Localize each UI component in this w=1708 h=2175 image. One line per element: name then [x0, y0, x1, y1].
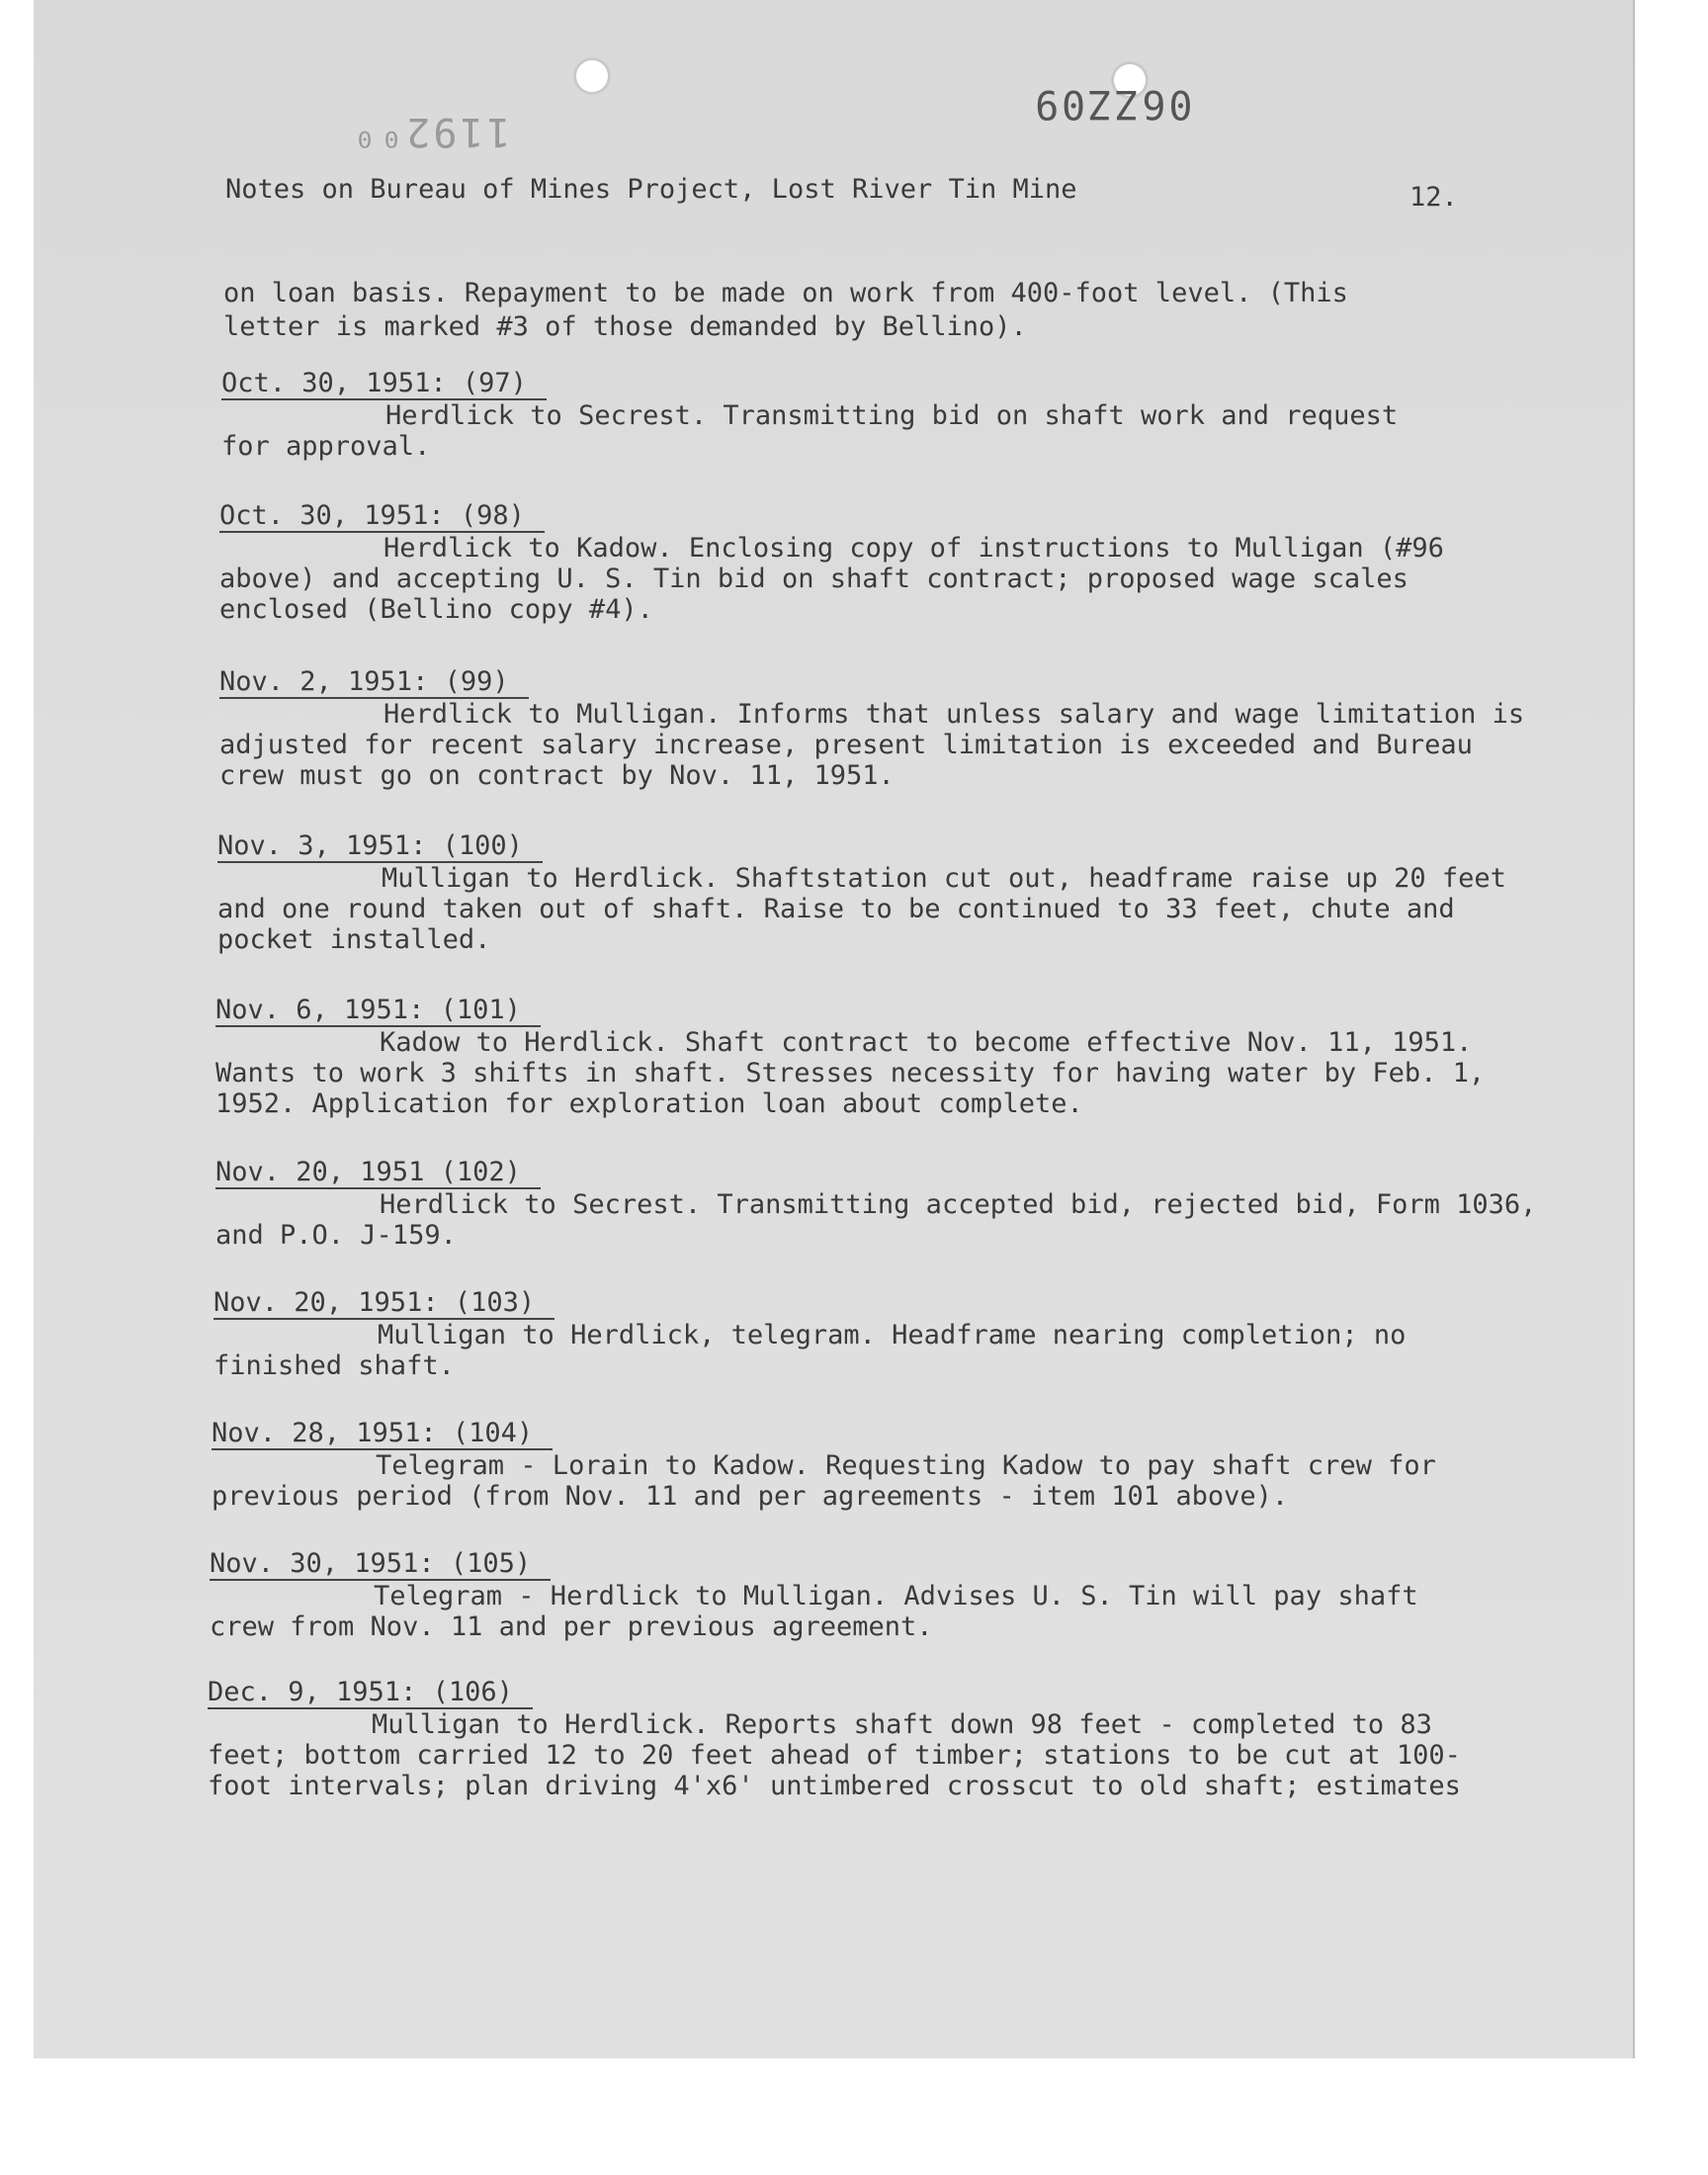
faint-stamp-number-left: 1192⁰⁰ — [350, 109, 511, 154]
entry-101 — [215, 995, 1530, 1119]
entry-text: Mulligan to Herdlick. Shaftstation cut out, headframe raise up 20 feet and one round taken out of shaft. Raise to be continued to 33 feet, chute and pocket installed. — [217, 863, 1506, 955]
entry-date: Dec. 9, 1951: (106) — [208, 1678, 533, 1709]
page-number: 12. — [1409, 182, 1458, 213]
entry-105 — [210, 1548, 1494, 1642]
entry-date: Nov. 6, 1951: (101) — [215, 996, 541, 1027]
entry-100 — [217, 830, 1532, 955]
entry-103 — [214, 1287, 1489, 1381]
entry-text: Telegram - Herdlick to Mulligan. Advises U. S. Tin will pay shaft crew from Nov. 11 and per previous agreement. — [210, 1581, 1418, 1642]
entry-text: Mulligan to Herdlick. Reports shaft down 98 feet - completed to 83 feet; bottom carried 12 to 20 feet ahead of timber; stations to be cut at 100-foot intervals; plan driving 4'x6' untimbered crosscut to old shaft; estimates — [208, 1709, 1461, 1801]
entry-date: Nov. 20, 1951 (102) — [215, 1158, 541, 1189]
entry-text: Telegram - Lorain to Kadow. Requesting Kadow to pay shaft crew for previous period (from Nov. 11 and per agreements - item 101 above). — [212, 1450, 1436, 1512]
entry-date: Nov. 20, 1951: (103) — [214, 1288, 555, 1320]
entry-date: Nov. 2, 1951: (99) — [219, 667, 529, 699]
continuation-text: on loan basis. Repayment to be made on work from 400-foot level. (This letter is marked #3 of those demanded by Bellino). — [223, 278, 1348, 342]
entry-date: Nov. 30, 1951: (105) — [210, 1549, 551, 1581]
entry-date: Nov. 28, 1951: (104) — [212, 1419, 553, 1450]
entry-text: Herdlick to Mulligan. Informs that unless salary and wage limitation is adjusted for recent salary increase, present limitation is exceeded and Bureau crew must go on contract by Nov. 11, 1951. — [219, 699, 1525, 791]
stamp-number-right: 06ZZ09 — [1032, 81, 1193, 127]
entry-date: Oct. 30, 1951: (97) — [221, 369, 547, 400]
entry-97 — [221, 368, 1447, 462]
entry-99 — [219, 666, 1534, 791]
document-title: Notes on Bureau of Mines Project, Lost River Tin Mine — [225, 174, 1077, 205]
entry-text: Herdlick to Kadow. Enclosing copy of instructions to Mulligan (#96 above) and accepting U. S. Tin bid on shaft contract; proposed wage scales enclosed (Bellino copy #4). — [219, 533, 1444, 625]
entry-text: Mulligan to Herdlick, telegram. Headframe nearing completion; no finished shaft. — [214, 1320, 1407, 1381]
continuation-paragraph — [223, 277, 1439, 344]
entry-102 — [215, 1157, 1599, 1251]
entry-date: Nov. 3, 1951: (100) — [217, 831, 543, 863]
entry-106 — [208, 1677, 1512, 1801]
entry-text: Kadow to Herdlick. Shaft contract to become effective Nov. 11, 1951. Wants to work 3 shifts in shaft. Stresses necessity for having water by Feb. 1, 1952. Application for exploration loan about complete. — [215, 1027, 1486, 1119]
entry-date: Oct. 30, 1951: (98) — [219, 501, 545, 533]
entry-text: Herdlick to Secrest. Transmitting accepted bid, rejected bid, Form 1036, and P.O. J-159. — [215, 1189, 1537, 1251]
entry-text: Herdlick to Secrest. Transmitting bid on shaft work and request for approval. — [221, 400, 1399, 462]
entry-98 — [219, 500, 1485, 625]
entry-104 — [212, 1418, 1496, 1512]
